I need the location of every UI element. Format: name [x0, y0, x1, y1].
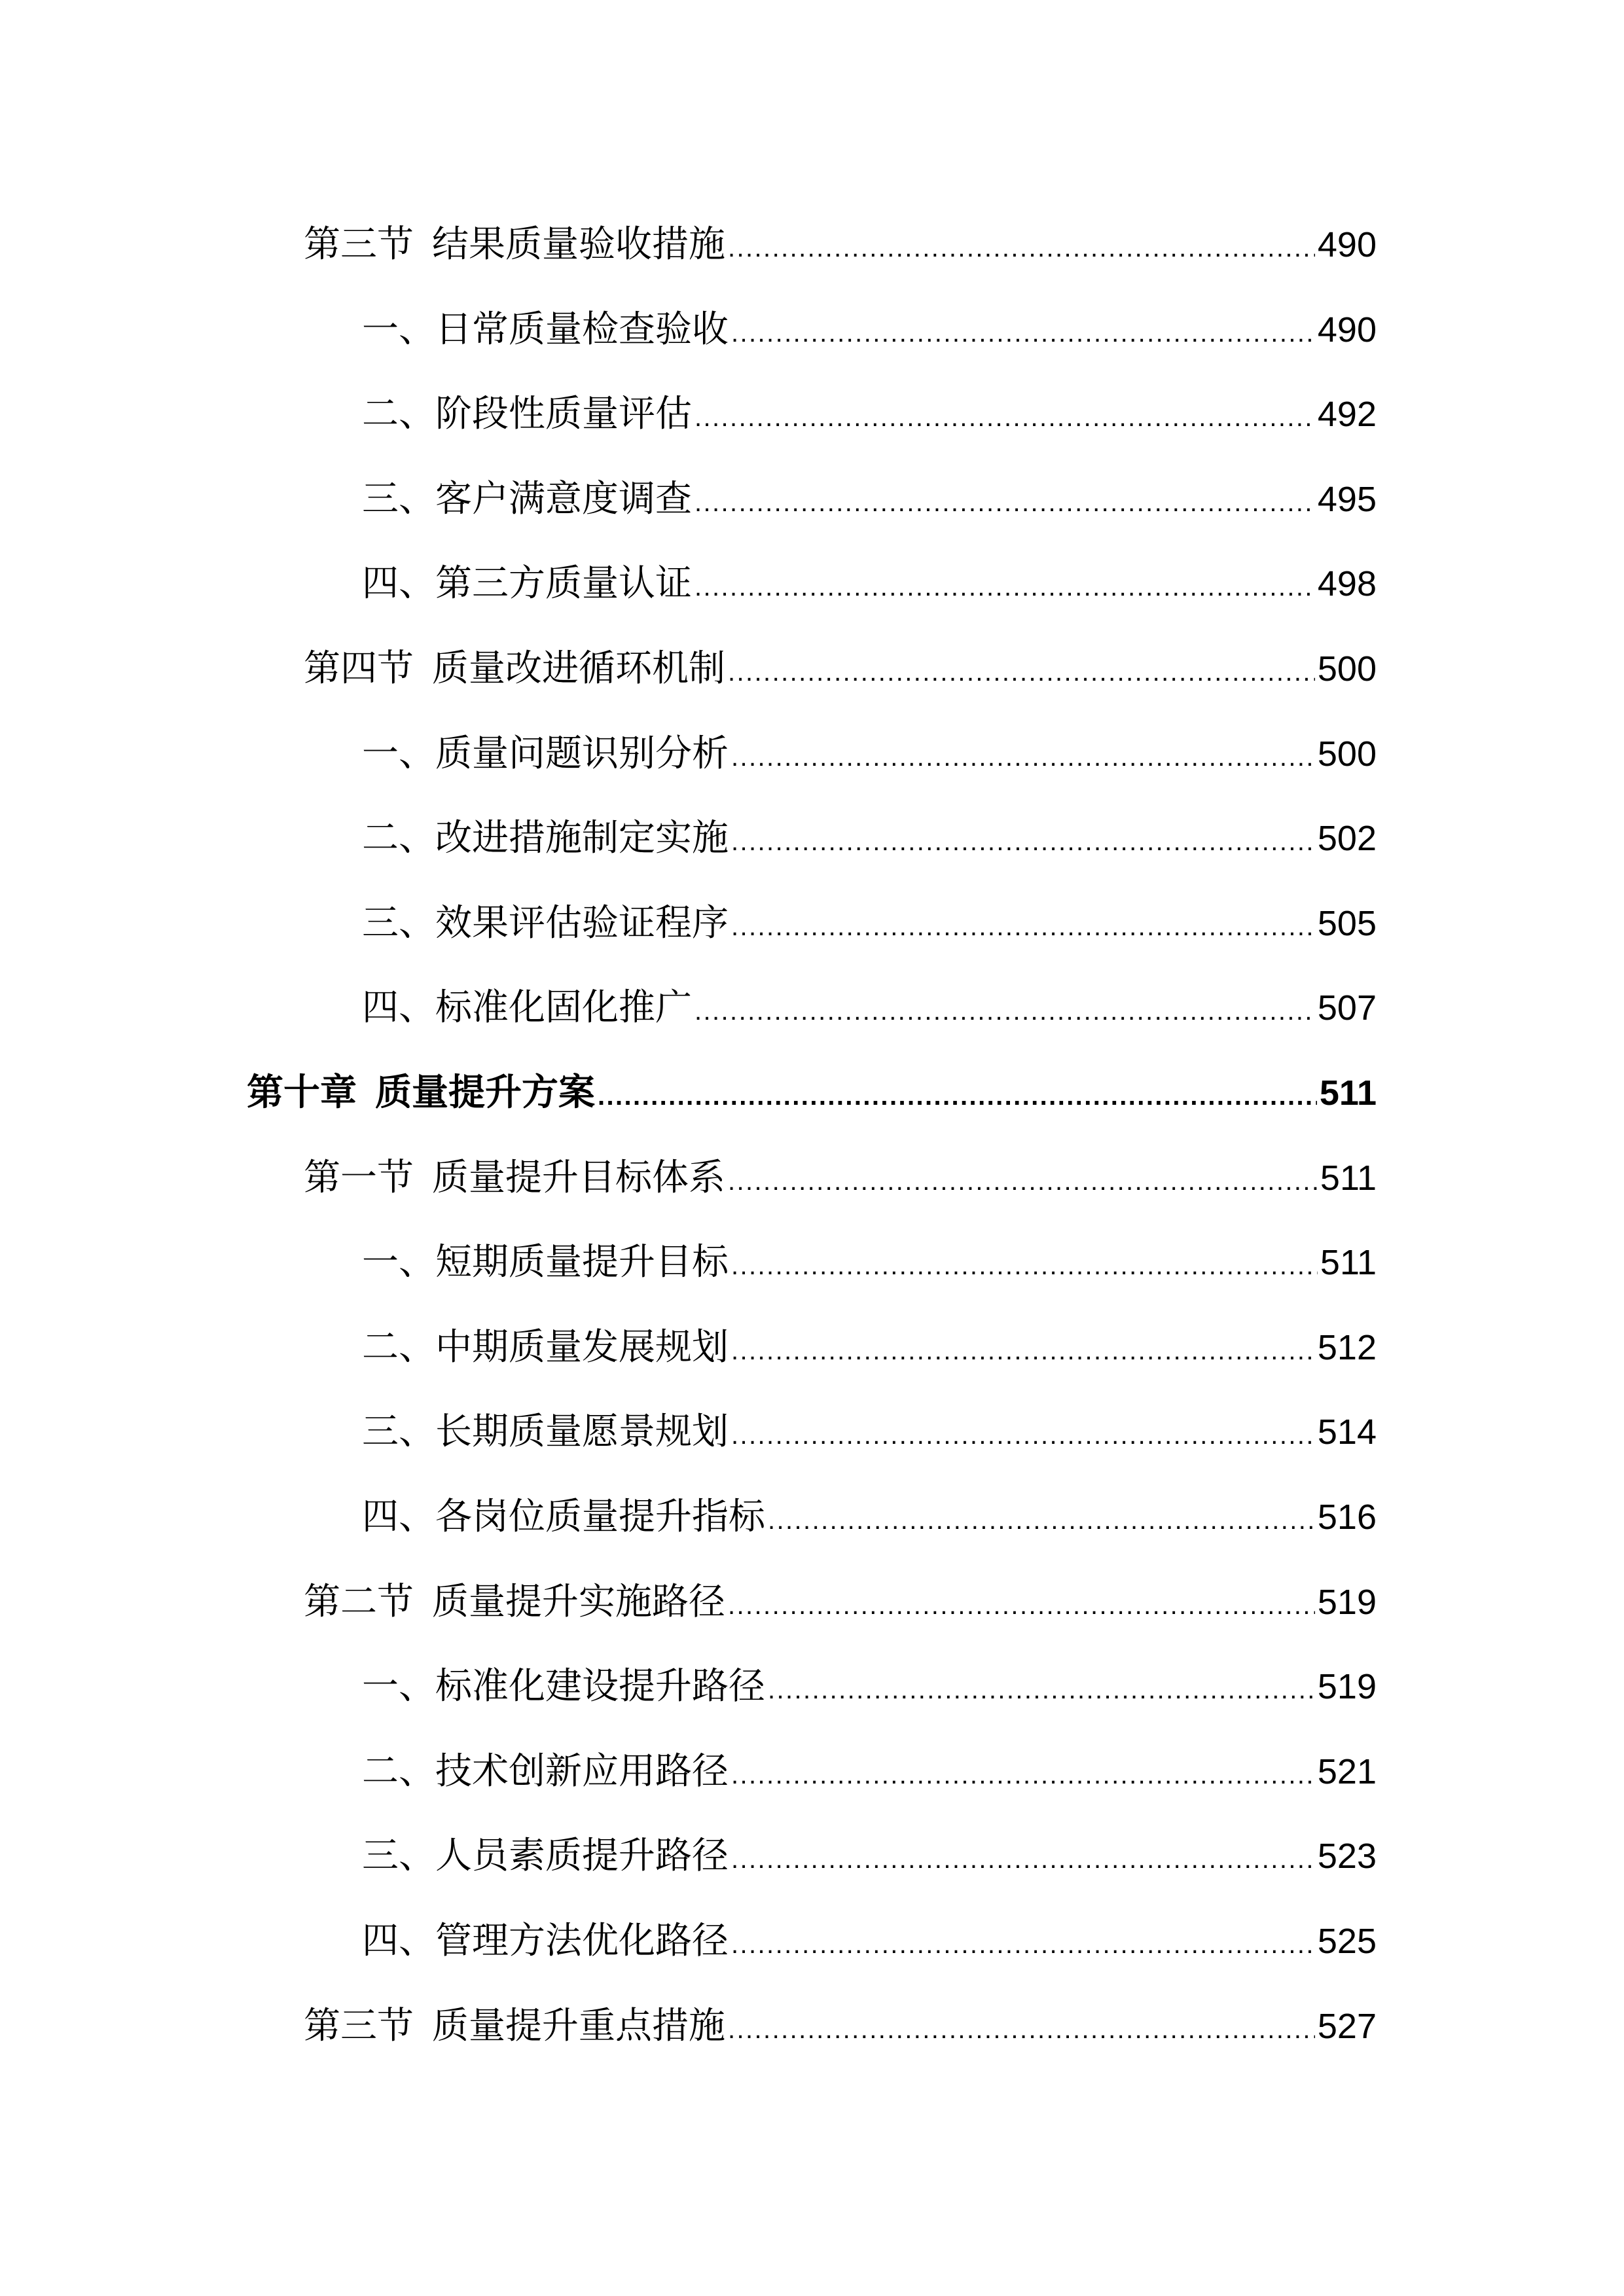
- toc-entry-text: 质量提升重点措施: [432, 2005, 725, 2047]
- dot-leader: [731, 315, 1315, 351]
- toc-entry-title: [362, 1814, 729, 1899]
- toc-entry-number: 第四节: [304, 649, 414, 689]
- toc-entry-title: [362, 881, 729, 966]
- toc-page-number: 511: [1320, 1158, 1377, 1198]
- dot-leader: [728, 1163, 1318, 1200]
- toc-entry-subsection[interactable]: [0, 965, 1624, 1050]
- toc-entry-text: 阶段性质量评估: [435, 394, 692, 435]
- dot-leader: [731, 1247, 1318, 1284]
- dot-leader: [768, 1502, 1315, 1539]
- toc-entry-title: [362, 1475, 765, 1560]
- toc-page-number: 512: [1317, 1327, 1377, 1367]
- toc-entry-number: 三、: [362, 903, 435, 944]
- toc-entry-title: [362, 711, 729, 797]
- toc-entry-number: 第十章: [247, 1073, 357, 1113]
- toc-entry-subsection[interactable]: [0, 1220, 1624, 1305]
- toc-page-number: 500: [1317, 734, 1377, 774]
- toc-entry-text: 日常质量检查验收: [435, 309, 729, 350]
- toc-entry-subsection[interactable]: [0, 1644, 1624, 1729]
- dot-leader: [695, 484, 1315, 521]
- toc-entry-number: 三、: [362, 478, 435, 520]
- toc-entry-number: 一、: [362, 1242, 435, 1283]
- toc-entry-number: 四、: [362, 1497, 435, 1537]
- toc-page-number: 505: [1317, 903, 1377, 943]
- toc-entry-title: [362, 1305, 729, 1390]
- toc-entry-title: [362, 541, 692, 626]
- dot-leader: [768, 1672, 1315, 1708]
- toc-entry-section[interactable]: [0, 626, 1624, 711]
- toc-entry-number: 一、: [362, 733, 435, 774]
- toc-page-number: 519: [1317, 1667, 1377, 1707]
- toc-entry-number: 三、: [362, 1412, 435, 1453]
- dot-leader: [731, 739, 1315, 776]
- toc-page-number: 490: [1317, 310, 1377, 350]
- toc-entry-number: 四、: [362, 988, 435, 1029]
- toc-page-number: 523: [1317, 1837, 1377, 1876]
- toc-entry-subsection[interactable]: [0, 881, 1624, 966]
- dot-leader: [728, 2011, 1315, 2048]
- toc-entry-title: [362, 287, 729, 372]
- toc-entry-title: [362, 1899, 729, 1984]
- dot-leader: [695, 399, 1315, 436]
- toc-page-number: 516: [1317, 1498, 1377, 1537]
- toc-entry-text: 技术创新应用路径: [435, 1751, 729, 1792]
- toc-page-number: 507: [1317, 988, 1377, 1028]
- toc-entry-title: [362, 1729, 729, 1814]
- dot-leader: [731, 1333, 1315, 1369]
- toc-page-number: 514: [1317, 1412, 1377, 1452]
- toc-entry-number: 二、: [362, 1751, 435, 1792]
- toc-entry-text: 结果质量验收措施: [432, 224, 725, 265]
- dot-leader: [731, 823, 1315, 860]
- toc-entry-subsection[interactable]: [0, 1814, 1624, 1899]
- toc-entry-title: [362, 796, 729, 881]
- toc-page-number: 525: [1317, 1922, 1377, 1961]
- toc-entry-title: [304, 202, 725, 287]
- dot-leader: [731, 1417, 1315, 1454]
- toc-entry-subsection[interactable]: [0, 1390, 1624, 1475]
- toc-entry-text: 质量提升方案: [375, 1073, 595, 1113]
- toc-entry-title: [247, 1050, 595, 1136]
- dot-leader: [598, 1078, 1317, 1115]
- dot-leader: [731, 1757, 1315, 1793]
- toc-entry-subsection[interactable]: [0, 541, 1624, 626]
- toc-entry-number: 一、: [362, 1666, 435, 1708]
- toc-entry-subsection[interactable]: [0, 1729, 1624, 1814]
- dot-leader: [728, 1587, 1315, 1624]
- dot-leader: [731, 908, 1315, 945]
- toc-entry-title: [362, 965, 692, 1050]
- toc-entry-title: [304, 1136, 725, 1221]
- dot-leader: [731, 1841, 1315, 1878]
- toc-entry-title: [362, 1644, 765, 1729]
- toc-entry-text: 质量提升实施路径: [432, 1581, 725, 1623]
- toc-entry-text: 管理方法优化路径: [435, 1921, 729, 1962]
- toc-entry-text: 标准化固化推广: [435, 988, 692, 1029]
- dot-leader: [731, 1926, 1315, 1963]
- toc-entry-subsection[interactable]: [0, 372, 1624, 457]
- toc-entry-text: 中期质量发展规划: [435, 1327, 729, 1368]
- toc-entry-text: 标准化建设提升路径: [435, 1666, 765, 1708]
- toc-entry-title: [362, 1390, 729, 1475]
- toc-entry-section[interactable]: [0, 202, 1624, 287]
- toc-page-number: 502: [1317, 819, 1377, 859]
- toc-entry-text: 质量问题识别分析: [435, 733, 729, 774]
- toc-page-number: 527: [1317, 2006, 1377, 2046]
- toc-entry-number: 三、: [362, 1836, 435, 1877]
- toc-entry-subsection[interactable]: [0, 1475, 1624, 1560]
- toc-entry-chapter[interactable]: [0, 1050, 1624, 1136]
- toc-entry-number: 第三节: [304, 224, 414, 265]
- toc-entry-number: 第一节: [304, 1157, 414, 1198]
- toc-entry-subsection[interactable]: [0, 457, 1624, 542]
- toc-entry-number: 二、: [362, 818, 435, 859]
- toc-entry-text: 第三方质量认证: [435, 564, 692, 605]
- toc-entry-section[interactable]: [0, 1560, 1624, 1645]
- toc-entry-title: [304, 626, 725, 711]
- toc-entry-text: 人员素质提升路径: [435, 1836, 729, 1877]
- toc-entry-title: [304, 1984, 725, 2069]
- toc-entry-text: 长期质量愿景规划: [435, 1412, 729, 1453]
- toc-entry-subsection[interactable]: [0, 711, 1624, 797]
- toc-entry-subsection[interactable]: [0, 287, 1624, 372]
- toc-entry-number: 二、: [362, 394, 435, 435]
- toc-entry-title: [362, 372, 692, 457]
- toc-page-number: 521: [1317, 1751, 1377, 1791]
- toc-entry-title: [362, 457, 692, 542]
- toc-entry-title: [304, 1560, 725, 1645]
- toc-page-number: 511: [1319, 1073, 1377, 1113]
- toc-entry-text: 质量提升目标体系: [432, 1157, 725, 1198]
- toc-entry-number: 二、: [362, 1327, 435, 1368]
- toc-entry-section[interactable]: [0, 1136, 1624, 1221]
- toc-entry-text: 改进措施制定实施: [435, 818, 729, 859]
- toc-page-number: 511: [1320, 1243, 1377, 1283]
- toc-entry-number: 四、: [362, 564, 435, 605]
- toc-page-number: 498: [1317, 564, 1377, 604]
- toc-entry-subsection[interactable]: [0, 1899, 1624, 1984]
- toc-entry-text: 质量改进循环机制: [432, 649, 725, 689]
- toc-entry-subsection[interactable]: [0, 796, 1624, 881]
- toc-entry-number: 第二节: [304, 1581, 414, 1623]
- toc-page-number: 519: [1317, 1582, 1377, 1622]
- toc-page-number: 500: [1317, 649, 1377, 689]
- toc-entry-section[interactable]: [0, 1984, 1624, 2069]
- toc-page-number: 490: [1317, 225, 1377, 264]
- toc-entry-subsection[interactable]: [0, 1305, 1624, 1390]
- dot-leader: [695, 569, 1315, 605]
- toc-page-number: 495: [1317, 479, 1377, 519]
- toc-entry-text: 客户满意度调查: [435, 478, 692, 520]
- toc-entry-title: [362, 1220, 729, 1305]
- dot-leader: [695, 993, 1315, 1030]
- toc-entry-number: 一、: [362, 309, 435, 350]
- toc-page-number: 492: [1317, 395, 1377, 435]
- dot-leader: [728, 230, 1315, 266]
- toc-entry-text: 短期质量提升目标: [435, 1242, 729, 1283]
- toc-entry-number: 四、: [362, 1921, 435, 1962]
- toc-entry-text: 各岗位质量提升指标: [435, 1497, 765, 1537]
- toc-entry-text: 效果评估验证程序: [435, 903, 729, 944]
- dot-leader: [728, 654, 1315, 691]
- toc-entry-number: 第三节: [304, 2005, 414, 2047]
